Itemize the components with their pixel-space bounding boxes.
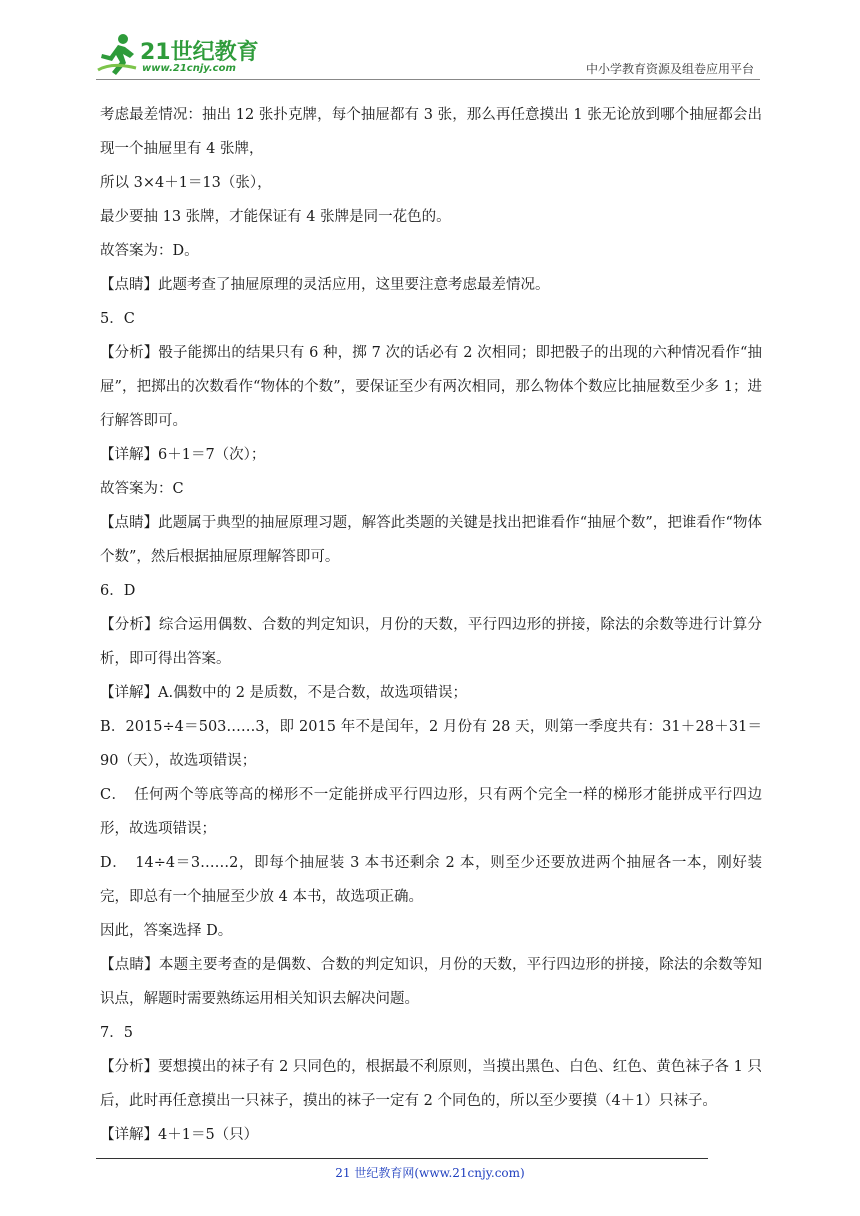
text-line: 【详解】A.偶数中的 2 是质数，不是合数，故选项错误； — [100, 685, 468, 701]
header-divider — [96, 79, 760, 80]
text-line: 考虑最差情况：抽出 12 张扑克牌，每个抽屉都有 3 张，那么再任意摸出 1 张无论放到哪个抽屉都会出现一个抽屉里有 4 张牌， — [100, 107, 762, 157]
text-line: 【点睛】此题考查了抽屉原理的灵活应用，这里要注意考虑最差情况。 — [100, 277, 550, 293]
text-line: 因此，答案选择 D。 — [100, 923, 233, 939]
text-line: 【点睛】本题主要考查的是偶数、合数的判定知识，月份的天数，平行四边形的拼接，除法的余数等知识点，解题时需要熟练运用相关知识去解决问题。 — [100, 957, 762, 1007]
text-line: 【分析】要想摸出的袜子有 2 只同色的，根据最不利原则，当摸出黑色、白色、红色、黄色袜子各 1 只后，此时再任意摸出一只袜子，摸出的袜子一定有 2 个同色的，所以至少要摸（4＋1）只袜子。 — [100, 1059, 762, 1109]
text-line: 最少要抽 13 张牌，才能保证有 4 张牌是同一花色的。 — [100, 209, 451, 225]
text-line: B．2015÷4＝503……3，即 2015 年不是闰年，2 月份有 28 天，则第一季度共有：31＋28＋31＝90（天），故选项错误； — [100, 719, 762, 769]
text-line: 【分析】综合运用偶数、合数的判定知识，月份的天数，平行四边形的拼接，除法的余数等进行计算分析，即可得出答案。 — [100, 617, 762, 667]
answer-content — [100, 98, 762, 1152]
text-line: 5．C — [100, 311, 135, 327]
footer-divider — [96, 1158, 708, 1159]
logo — [96, 30, 266, 80]
text-line: 【详解】4＋1＝5（只） — [100, 1127, 259, 1143]
logo-text: 21世纪教育 — [140, 40, 259, 65]
logo-url: www.21cnjy.com — [142, 63, 236, 74]
text-line: 故答案为：D。 — [100, 243, 199, 259]
page-footer: 21 世纪教育网(www.21cnjy.com) — [335, 1166, 525, 1180]
text-line: 【详解】6＋1＝7（次）； — [100, 447, 266, 463]
page-header — [96, 30, 760, 80]
text-line: 故答案为：C — [100, 481, 184, 497]
runner-logo-icon — [96, 32, 140, 78]
text-line: 所以 3×4＋1＝13（张）， — [100, 175, 272, 191]
text-line: 【点睛】此题属于典型的抽屉原理习题，解答此类题的关键是找出把谁看作“抽屉个数”，把谁看作“物体个数”，然后根据抽屉原理解答即可。 — [100, 515, 762, 565]
text-line: 6．D — [100, 583, 136, 599]
text-line: D． 14÷4＝3……2，即每个抽屉装 3 本书还剩余 2 本，则至少还要放进两个抽屉各一本，刚好装完，即总有一个抽屉至少放 4 本书，故选项正确。 — [100, 855, 762, 905]
text-line: C． 任何两个等底等高的梯形不一定能拼成平行四边形，只有两个完全一样的梯形才能拼成平行四边形，故选项错误； — [100, 787, 762, 837]
text-line: 【分析】骰子能掷出的结果只有 6 种，掷 7 次的话必有 2 次相同；即把骰子的出现的六种情况看作“抽屉”，把掷出的次数看作“物体的个数”，要保证至少有两次相同，那么物体个数应比抽屉数至少多 1；进行解答即可。 — [100, 345, 762, 429]
platform-name: 中小学教育资源及组卷应用平台 — [585, 62, 754, 76]
text-line: 7．5 — [100, 1025, 133, 1041]
